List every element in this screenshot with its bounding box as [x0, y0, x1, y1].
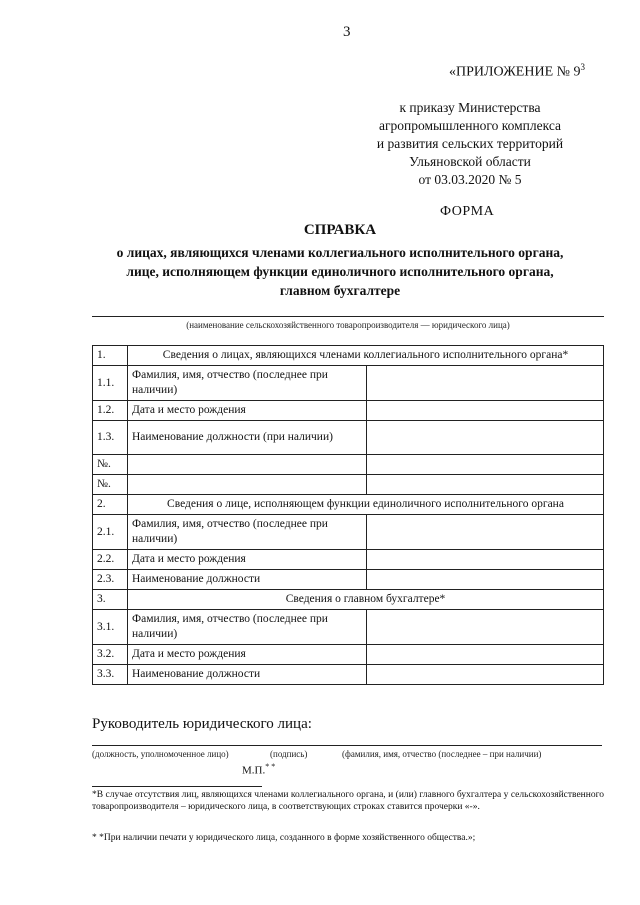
- value-cell[interactable]: [367, 550, 604, 570]
- table-row: [93, 515, 604, 550]
- row-label: Фамилия, имя, отчество (последнее при наличии): [128, 515, 367, 550]
- section-title: Сведения о лицах, являющихся членами коллегиального исполнительного органа*: [128, 346, 604, 366]
- table-row: [93, 366, 604, 401]
- signature-line: [92, 745, 602, 746]
- row-number: №.: [93, 475, 128, 495]
- row-label: Фамилия, имя, отчество (последнее при наличии): [128, 610, 367, 645]
- row-number: 3.2.: [93, 645, 128, 665]
- row-label: Дата и место рождения: [128, 401, 367, 421]
- row-number: 1.2.: [93, 401, 128, 421]
- organization-caption: (наименование сельскохозяйственного товаропроизводителя — юридического лица): [186, 320, 510, 330]
- section-header-row: [93, 495, 604, 515]
- order-line: агропромышленного комплекса: [379, 118, 561, 133]
- order-line: к приказу Министерства: [399, 100, 541, 115]
- appendix-title: [360, 62, 585, 81]
- value-cell[interactable]: [367, 455, 604, 475]
- section-number: 2.: [93, 495, 128, 515]
- section-header-row: [93, 590, 604, 610]
- table-row: [93, 550, 604, 570]
- row-label: [128, 475, 367, 495]
- document-title: СПРАВКА: [303, 222, 377, 238]
- row-number: 2.2.: [93, 550, 128, 570]
- footnote-divider: [92, 786, 262, 787]
- table-row: [93, 475, 604, 495]
- value-cell[interactable]: [367, 366, 604, 401]
- name-caption: (фамилия, имя, отчество (последнее – при наличии): [342, 749, 542, 759]
- subtitle-line: о лицах, являющихся членами коллегиального исполнительного органа,: [116, 245, 564, 260]
- section-number: 3.: [93, 590, 128, 610]
- organization-name-line: [92, 316, 604, 317]
- stamp-place: [242, 762, 275, 777]
- page-number: 3: [343, 24, 351, 40]
- footnote-2: * *При наличии печати у юридического лица, созданного в форме хозяйственного общества.»;: [92, 833, 476, 843]
- section-header-row: [93, 346, 604, 366]
- value-cell[interactable]: [367, 515, 604, 550]
- table-row: [93, 610, 604, 645]
- stamp-text: М.П.: [242, 764, 266, 777]
- order-reference: [350, 99, 590, 189]
- value-cell[interactable]: [367, 475, 604, 495]
- row-label: [128, 455, 367, 475]
- position-caption: (должность, уполномоченное лицо): [92, 749, 229, 759]
- row-label: Наименование должности: [128, 665, 367, 685]
- info-table: [92, 345, 604, 685]
- row-number: 2.3.: [93, 570, 128, 590]
- row-number: 1.3.: [93, 421, 128, 455]
- table-row: [93, 645, 604, 665]
- order-date: от 03.03.2020 № 5: [418, 172, 522, 187]
- footnote-1: *В случае отсутствия лиц, являющихся членами коллегиального органа, и (или) главного бухгалтера у сельскохозяйственного товаропроизводителя – юридического лица, в соответствующих строках ставится прочерки «-».: [92, 790, 604, 812]
- signature-caption: (подпись): [270, 749, 308, 759]
- subtitle-line: главном бухгалтере: [279, 283, 401, 298]
- section-title: Сведения о лице, исполняющем функции единоличного исполнительного органа: [128, 495, 604, 515]
- row-label: Дата и место рождения: [128, 550, 367, 570]
- appendix-text: «ПРИЛОЖЕНИЕ № 9: [449, 64, 581, 80]
- row-label: Фамилия, имя, отчество (последнее при наличии): [128, 366, 367, 401]
- section-title: Сведения о главном бухгалтере*: [128, 590, 604, 610]
- document-subtitle: [60, 243, 620, 300]
- table-row: [93, 401, 604, 421]
- value-cell[interactable]: [367, 645, 604, 665]
- section-number: 1.: [93, 346, 128, 366]
- value-cell[interactable]: [367, 570, 604, 590]
- value-cell[interactable]: [367, 421, 604, 455]
- subtitle-line: лице, исполняющем функции единоличного исполнительного органа,: [126, 264, 554, 279]
- table-row: [93, 421, 604, 455]
- stamp-superscript: * *: [265, 762, 276, 771]
- row-number: №.: [93, 455, 128, 475]
- row-number: 1.1.: [93, 366, 128, 401]
- row-label: Дата и место рождения: [128, 645, 367, 665]
- order-line: Ульяновской области: [409, 154, 531, 169]
- table-row: [93, 570, 604, 590]
- value-cell[interactable]: [367, 610, 604, 645]
- order-line: и развития сельских территорий: [376, 136, 564, 151]
- row-number: 3.3.: [93, 665, 128, 685]
- row-number: 3.1.: [93, 610, 128, 645]
- value-cell[interactable]: [367, 401, 604, 421]
- row-number: 2.1.: [93, 515, 128, 550]
- head-of-entity-label: Руководитель юридического лица:: [92, 716, 312, 732]
- appendix-superscript: 3: [580, 62, 585, 72]
- table-row: [93, 665, 604, 685]
- table-row: [93, 455, 604, 475]
- form-label: ФОРМА: [440, 204, 495, 219]
- row-label: Наименование должности: [128, 570, 367, 590]
- value-cell[interactable]: [367, 665, 604, 685]
- row-label: Наименование должности (при наличии): [128, 421, 367, 455]
